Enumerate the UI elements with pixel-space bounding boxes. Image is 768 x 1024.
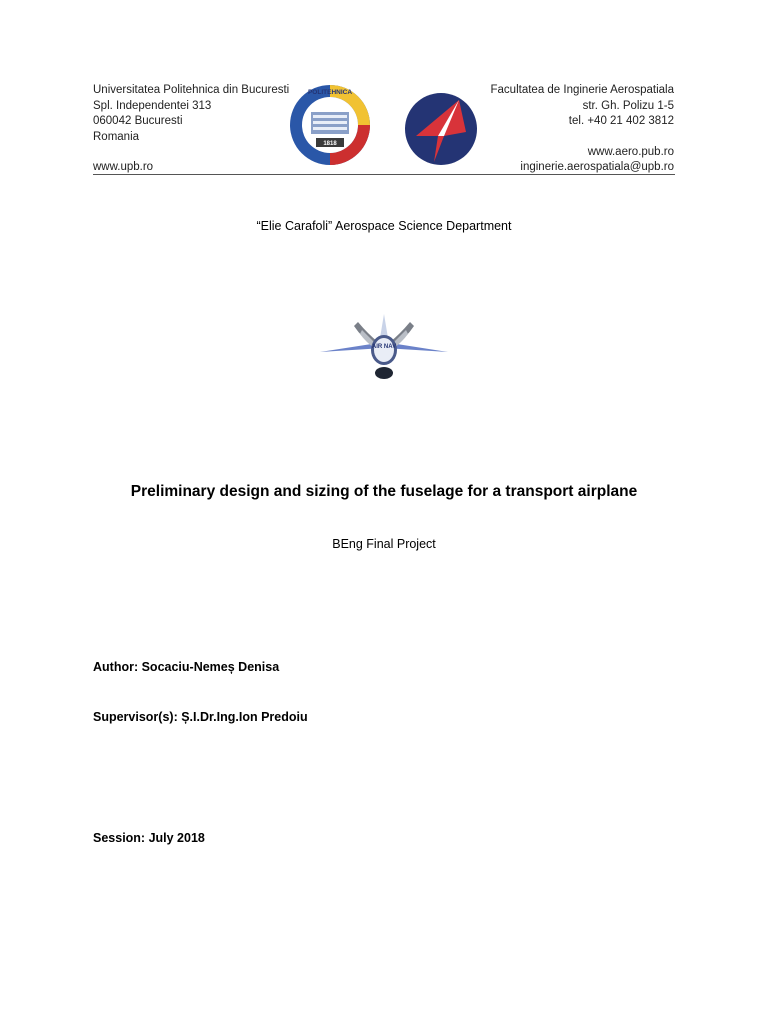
faculty-website[interactable]: www.aero.pub.ro (587, 145, 674, 158)
session-line: Session: July 2018 (93, 831, 205, 845)
faculty-street: str. Gh. Polizu 1-5 (582, 99, 674, 112)
university-website[interactable]: www.upb.ro (93, 161, 154, 174)
university-street: Spl. Independentei 313 (93, 99, 212, 112)
project-type: BEng Final Project (332, 537, 436, 551)
airnav-text: AIR NAV (371, 344, 397, 350)
faculty-address (491, 83, 674, 176)
university-seal-icon (289, 84, 371, 166)
faculty-arrow-logo-icon (404, 92, 478, 166)
seal-text: POLITEHNICA (307, 89, 353, 96)
supervisor-line: Supervisor(s): Ș.I.Dr.Ing.Ion Predoiu (93, 710, 308, 724)
faculty-phone: tel. +40 21 402 3812 (568, 115, 674, 128)
university-address (93, 83, 289, 176)
department-name: “Elie Carafoli” Aerospace Science Department (256, 219, 512, 233)
airnav-eagle-logo-icon (318, 312, 450, 384)
university-name: Universitatea Politehnica din Bucuresti (93, 84, 290, 96)
faculty-name: Facultatea de Inginerie Aerospatiala (490, 84, 674, 96)
header-divider (93, 174, 675, 175)
page-title: Preliminary design and sizing of the fuselage for a transport airplane (130, 483, 638, 500)
university-city: 060042 Bucuresti (93, 115, 183, 128)
university-country: Romania (93, 130, 140, 143)
seal-year: 1818 (323, 141, 337, 147)
faculty-email[interactable]: inginerie.aerospatiala@upb.ro (520, 161, 674, 174)
author-line: Author: Socaciu-Nemeș Denisa (93, 660, 280, 674)
